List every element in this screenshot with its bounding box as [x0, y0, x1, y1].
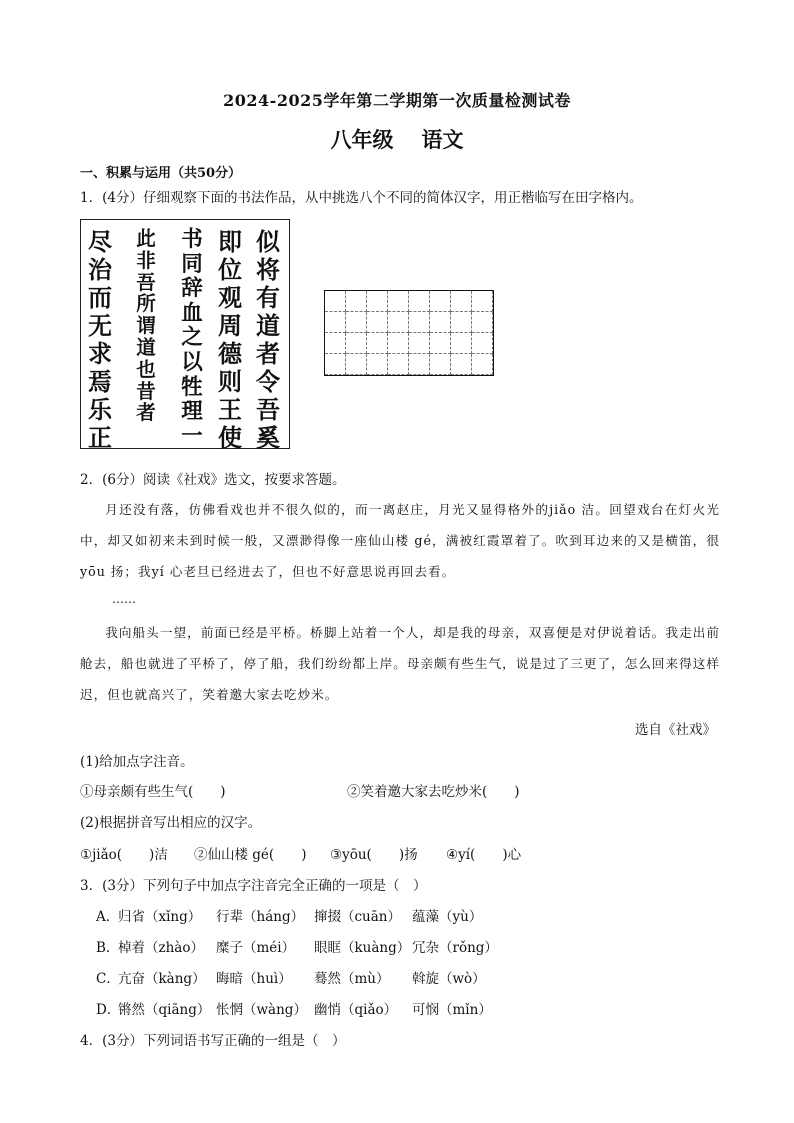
- option-term: 眼眶（kuàng）: [314, 940, 411, 956]
- option-term: 蓦然（mù）: [314, 971, 390, 987]
- section-heading: 一、积累与运用（共50分）: [80, 166, 242, 181]
- sub-question-2d: ④yí( )心: [446, 847, 522, 863]
- passage-paragraph-1: 月还没有落，仿佛看戏也并不很久似的，而一离赵庄，月光又显得格外的jiǎo 洁。回望戏台在灯火光中，却又如初来未到时候一般，又漂渺得像一座仙山楼 gé，满被红霞罩着了。吹到耳边来的又是横笛，很yōu 扬；我yí 心老旦已经进去了，但也不好意思说再回去看。: [80, 502, 720, 579]
- question-4-prompt: 4．(3分）下列词语书写正确的一组是（ ）: [80, 1033, 346, 1049]
- calligraphy-column: 尽治而无求焉乐正: [88, 227, 112, 452]
- option-term: 撺掇（cuān）: [314, 909, 401, 925]
- sub-question-2-label: (2)根据拼音写出相应的汉字。: [80, 815, 262, 831]
- sub-question-1a: ①母亲颇有些生气( ): [80, 784, 226, 800]
- option-letter: B．: [96, 940, 120, 956]
- option-term: 行辈（háng）: [216, 909, 305, 925]
- option-term: 斡旋（wò）: [412, 971, 486, 987]
- option-term: 归省（xǐng）: [118, 909, 202, 925]
- option-letter: C．: [96, 971, 120, 987]
- option-d[interactable]: [96, 998, 492, 1018]
- option-term: 蕴藻（yù）: [412, 909, 483, 925]
- option-term: 锵然（qiāng）: [118, 1002, 211, 1018]
- exam-subtitle: [0, 124, 794, 154]
- question-2-prompt: 2．(6分）阅读《社戏》选文，按要求答题。: [80, 472, 346, 488]
- option-letter: D．: [96, 1002, 121, 1018]
- option-term: 棹着（zhào）: [118, 940, 204, 956]
- calligraphy-column: 书同辞血之以牲理一: [181, 227, 203, 449]
- question-1-prompt: 1．(4分）仔细观察下面的书法作品，从中挑选八个不同的简体汉字，用正楷临写在田字格内。: [80, 190, 643, 206]
- question-3-prompt: 3．(3分）下列句子中加点字注音完全正确的一项是（ ）: [80, 878, 427, 894]
- grade-label: 八年级: [330, 127, 394, 152]
- calligraphy-column: 即位观周德则王使: [218, 227, 242, 452]
- option-letter: A．: [96, 909, 120, 925]
- sub-question-2c: ③yōu( )扬: [330, 847, 418, 863]
- passage-source: 选自《社戏》: [635, 722, 716, 738]
- option-a[interactable]: [96, 905, 482, 925]
- option-c[interactable]: [96, 967, 486, 987]
- option-b[interactable]: [96, 936, 498, 956]
- sub-question-1-label: (1)给加点字注音。: [80, 754, 194, 770]
- passage-paragraph-2: 我向船头一望，前面已经是平桥。桥脚上站着一个人，却是我的母亲，双喜便是对伊说着话。我走出前舱去，船也就进了平桥了，停了船，我们纷纷都上岸。母亲颇有些生气，说是过了三更了，怎么回来得这样迟，但也就高兴了，笑着邀大家去吃炒米。: [80, 625, 720, 702]
- sub-question-1b: ②笑着邀大家去吃炒米( ): [347, 784, 520, 800]
- option-term: 可悯（mǐn）: [412, 1002, 492, 1018]
- option-term: 晦暗（huì）: [216, 971, 292, 987]
- option-term: 亢奋（kàng）: [118, 971, 206, 987]
- option-term: 幽悄（qiǎo）: [314, 1002, 398, 1018]
- sub-question-2b: ②仙山楼 gé( ): [194, 847, 307, 863]
- tianzige-grid[interactable]: [324, 290, 494, 376]
- passage-ellipsis: ……: [112, 592, 136, 606]
- calligraphy-image: [80, 219, 290, 452]
- option-term: 怅惘（wàng）: [216, 1002, 307, 1018]
- exam-title: 2024-2025学年第二学期第一次质量检测试卷: [223, 91, 571, 110]
- option-term: 冗杂（rǒng）: [412, 940, 498, 956]
- sub-question-2a: ①jiǎo( )洁: [80, 847, 168, 863]
- calligraphy-column: 似将有道者令吾奚: [256, 227, 280, 452]
- calligraphy-column: 此非吾所谓道也昔者: [136, 227, 156, 425]
- subject-label: 语文: [421, 127, 464, 152]
- option-term: 糜子（méi）: [216, 940, 296, 956]
